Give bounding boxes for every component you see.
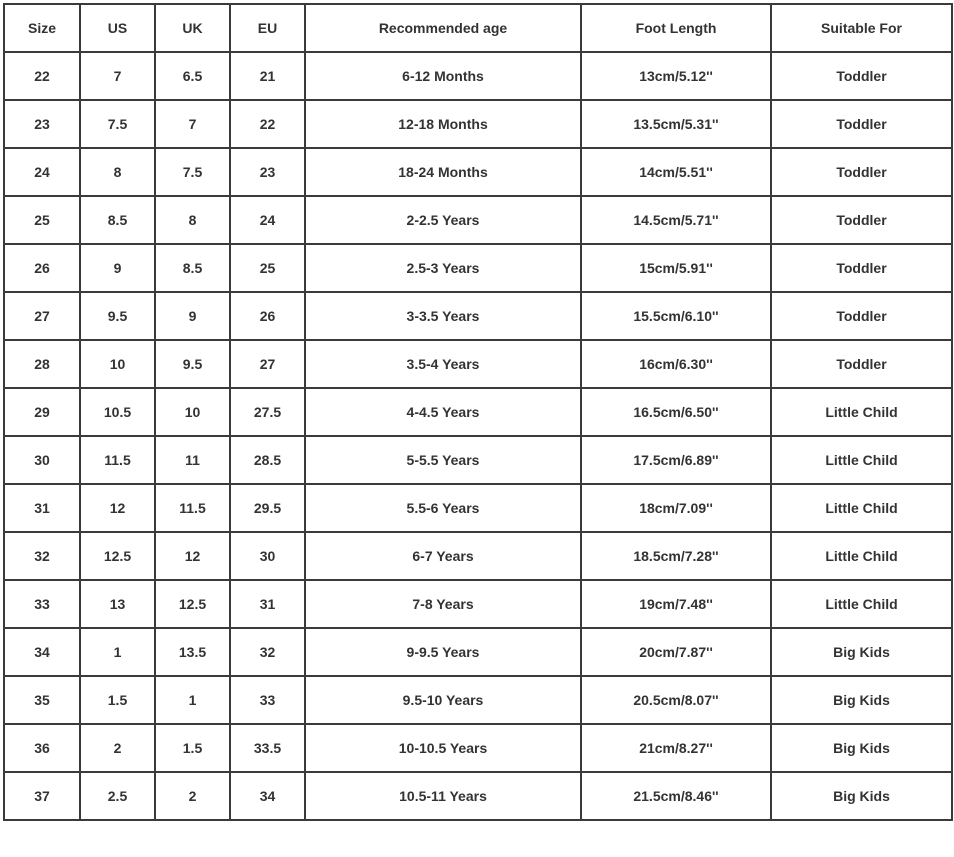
cell-uk: 12 [155,532,230,580]
table-row [4,484,952,532]
cell-uk: 11.5 [155,484,230,532]
table-row [4,436,952,484]
cell-recommended-age: 10-10.5 Years [305,724,581,772]
cell-size: 33 [4,580,80,628]
cell-us: 8.5 [80,196,155,244]
table-row [4,340,952,388]
cell-recommended-age: 7-8 Years [305,580,581,628]
cell-suitable-for: Toddler [771,196,952,244]
cell-suitable-for: Toddler [771,100,952,148]
cell-size: 31 [4,484,80,532]
cell-recommended-age: 12-18 Months [305,100,581,148]
cell-uk: 7 [155,100,230,148]
table-row [4,532,952,580]
cell-us: 8 [80,148,155,196]
cell-us: 7.5 [80,100,155,148]
cell-uk: 7.5 [155,148,230,196]
cell-us: 2.5 [80,772,155,820]
table-row [4,628,952,676]
cell-foot-length: 16cm/6.30'' [581,340,771,388]
table-row [4,580,952,628]
cell-recommended-age: 3-3.5 Years [305,292,581,340]
cell-suitable-for: Little Child [771,436,952,484]
cell-uk: 10 [155,388,230,436]
table-row [4,244,952,292]
cell-suitable-for: Big Kids [771,772,952,820]
column-header-recommended-age: Recommended age [305,4,581,52]
cell-eu: 23 [230,148,305,196]
cell-recommended-age: 5-5.5 Years [305,436,581,484]
column-header-us: US [80,4,155,52]
cell-suitable-for: Big Kids [771,628,952,676]
cell-eu: 32 [230,628,305,676]
cell-eu: 26 [230,292,305,340]
cell-uk: 9.5 [155,340,230,388]
cell-foot-length: 15cm/5.91'' [581,244,771,292]
cell-suitable-for: Little Child [771,388,952,436]
cell-uk: 2 [155,772,230,820]
cell-us: 10.5 [80,388,155,436]
cell-uk: 1 [155,676,230,724]
cell-eu: 25 [230,244,305,292]
cell-size: 22 [4,52,80,100]
cell-foot-length: 13cm/5.12'' [581,52,771,100]
cell-foot-length: 20cm/7.87'' [581,628,771,676]
cell-size: 36 [4,724,80,772]
cell-recommended-age: 5.5-6 Years [305,484,581,532]
cell-eu: 21 [230,52,305,100]
cell-recommended-age: 10.5-11 Years [305,772,581,820]
cell-foot-length: 15.5cm/6.10'' [581,292,771,340]
cell-size: 37 [4,772,80,820]
table-row [4,100,952,148]
column-header-eu: EU [230,4,305,52]
cell-recommended-age: 3.5-4 Years [305,340,581,388]
cell-us: 9 [80,244,155,292]
cell-us: 10 [80,340,155,388]
cell-uk: 8 [155,196,230,244]
table-row [4,388,952,436]
cell-suitable-for: Little Child [771,484,952,532]
cell-foot-length: 21cm/8.27'' [581,724,771,772]
cell-eu: 22 [230,100,305,148]
cell-size: 28 [4,340,80,388]
header-row [4,4,952,52]
cell-uk: 1.5 [155,724,230,772]
cell-suitable-for: Toddler [771,52,952,100]
cell-size: 35 [4,676,80,724]
cell-foot-length: 16.5cm/6.50'' [581,388,771,436]
cell-recommended-age: 9.5-10 Years [305,676,581,724]
cell-eu: 30 [230,532,305,580]
table-row [4,52,952,100]
cell-size: 30 [4,436,80,484]
cell-uk: 9 [155,292,230,340]
table-row [4,676,952,724]
cell-foot-length: 20.5cm/8.07'' [581,676,771,724]
cell-foot-length: 19cm/7.48'' [581,580,771,628]
cell-foot-length: 18.5cm/7.28'' [581,532,771,580]
cell-size: 25 [4,196,80,244]
cell-suitable-for: Little Child [771,580,952,628]
table-row [4,148,952,196]
cell-foot-length: 18cm/7.09'' [581,484,771,532]
cell-recommended-age: 2-2.5 Years [305,196,581,244]
cell-uk: 6.5 [155,52,230,100]
cell-foot-length: 13.5cm/5.31'' [581,100,771,148]
cell-size: 34 [4,628,80,676]
cell-us: 7 [80,52,155,100]
cell-size: 27 [4,292,80,340]
cell-uk: 8.5 [155,244,230,292]
cell-suitable-for: Toddler [771,292,952,340]
cell-recommended-age: 18-24 Months [305,148,581,196]
cell-eu: 33.5 [230,724,305,772]
cell-recommended-age: 2.5-3 Years [305,244,581,292]
cell-eu: 29.5 [230,484,305,532]
cell-uk: 13.5 [155,628,230,676]
cell-suitable-for: Little Child [771,532,952,580]
cell-us: 2 [80,724,155,772]
cell-recommended-age: 6-7 Years [305,532,581,580]
cell-uk: 11 [155,436,230,484]
cell-suitable-for: Toddler [771,340,952,388]
cell-foot-length: 21.5cm/8.46'' [581,772,771,820]
cell-us: 1 [80,628,155,676]
cell-eu: 28.5 [230,436,305,484]
cell-suitable-for: Toddler [771,244,952,292]
cell-eu: 27.5 [230,388,305,436]
cell-foot-length: 14cm/5.51'' [581,148,771,196]
cell-eu: 33 [230,676,305,724]
cell-eu: 27 [230,340,305,388]
table-header [4,4,952,52]
cell-us: 9.5 [80,292,155,340]
cell-recommended-age: 4-4.5 Years [305,388,581,436]
cell-us: 11.5 [80,436,155,484]
column-header-size: Size [4,4,80,52]
cell-foot-length: 17.5cm/6.89'' [581,436,771,484]
cell-size: 24 [4,148,80,196]
cell-recommended-age: 9-9.5 Years [305,628,581,676]
cell-size: 29 [4,388,80,436]
cell-size: 26 [4,244,80,292]
cell-eu: 31 [230,580,305,628]
cell-foot-length: 14.5cm/5.71'' [581,196,771,244]
cell-suitable-for: Toddler [771,148,952,196]
cell-recommended-age: 6-12 Months [305,52,581,100]
cell-us: 12 [80,484,155,532]
column-header-suitable-for: Suitable For [771,4,952,52]
table-body [4,52,952,820]
cell-us: 12.5 [80,532,155,580]
cell-eu: 34 [230,772,305,820]
cell-uk: 12.5 [155,580,230,628]
cell-suitable-for: Big Kids [771,724,952,772]
table-row [4,196,952,244]
table-row [4,292,952,340]
column-header-uk: UK [155,4,230,52]
column-header-foot-length: Foot Length [581,4,771,52]
cell-us: 1.5 [80,676,155,724]
table-row [4,724,952,772]
cell-us: 13 [80,580,155,628]
cell-size: 32 [4,532,80,580]
size-chart-table [3,3,953,821]
cell-eu: 24 [230,196,305,244]
table-row [4,772,952,820]
cell-suitable-for: Big Kids [771,676,952,724]
cell-size: 23 [4,100,80,148]
